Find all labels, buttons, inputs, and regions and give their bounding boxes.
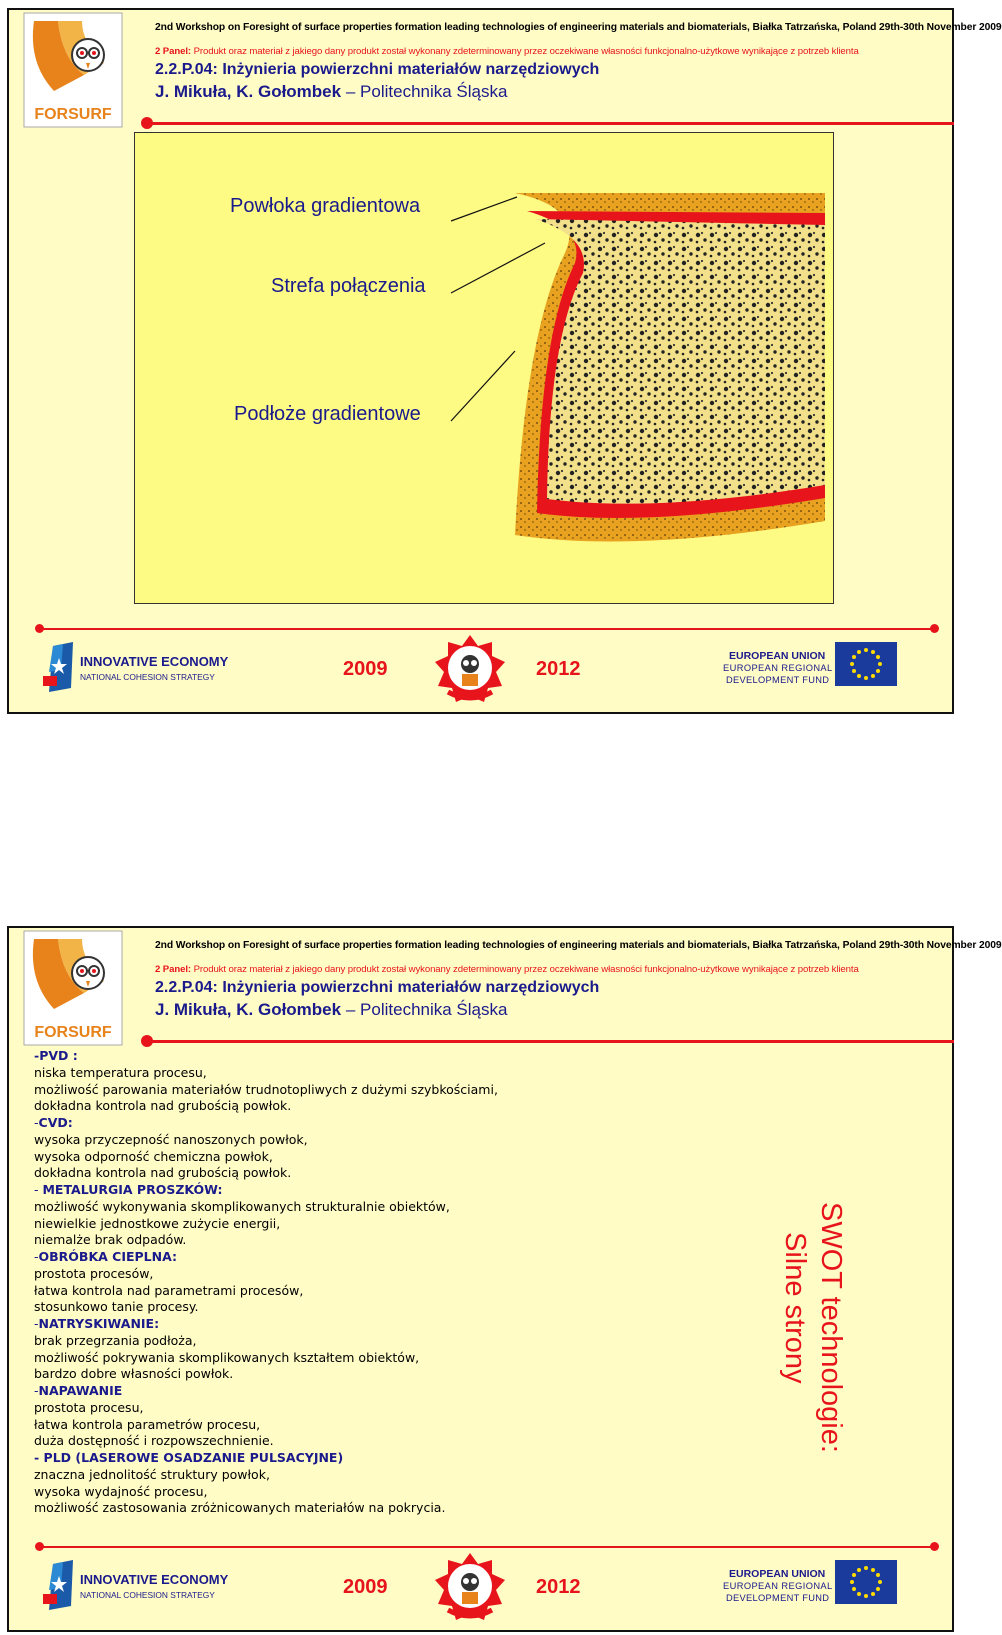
innovative-economy-subtitle: NATIONAL COHESION STRATEGY <box>80 672 215 682</box>
authors: J. Mikuła, K. Gołombek <box>155 1000 342 1019</box>
strength-item: możliwość wykonywania skomplikowanych strukturalnie obiektów, <box>34 1198 450 1214</box>
heading-dash: - <box>34 1182 43 1197</box>
panel-label: 2 Panel: <box>155 46 191 57</box>
year-end: 2012 <box>536 1576 581 1598</box>
authors: J. Mikuła, K. Gołombek <box>155 82 342 101</box>
workshop-title: 2nd Workshop on Foresight of surface properties formation leading technologies of engineering materials and biomaterials, Białka Tatrzańska, Poland 29th-30th November 2009 <box>155 22 1002 33</box>
strength-item: możliwość pokrywania skomplikowanych kształtem obiektów, <box>34 1349 420 1365</box>
eu-title: EUROPEAN UNION <box>729 1568 826 1580</box>
footer-dot-left <box>35 624 44 633</box>
session-code: 2.2.P.04: Inżynieria powierzchni materiałów narzędziowych <box>155 61 600 78</box>
strength-item: brak przegrzania podłoża, <box>34 1332 197 1348</box>
technology-heading <box>34 1316 734 1333</box>
innovative-economy-logo <box>43 642 79 692</box>
session-code: 2.2.P.04: Inżynieria powierzchni materiałów narzędziowych <box>155 979 600 996</box>
header-divider <box>9 122 954 125</box>
label-coating: Powłoka gradientowa <box>230 195 421 217</box>
workshop-title: 2nd Workshop on Foresight of surface properties formation leading technologies of engineering materials and biomaterials, Białka Tatrzańska, Poland 29th-30th November 2009 <box>155 940 1002 951</box>
strength-item: możliwość parowania materiałów trudnotopliwych z dużymi szybkościami, <box>34 1081 498 1097</box>
strength-item: niemalże brak odpadów. <box>34 1232 187 1248</box>
eu-fund-line1: EUROPEAN REGIONAL <box>723 1581 833 1591</box>
strength-item: prostota procesu, <box>34 1399 144 1415</box>
strength-item: prostota procesów, <box>34 1265 154 1281</box>
footer-divider <box>39 628 934 630</box>
heading-text: NAPAWANIE <box>38 1383 123 1398</box>
forsurf-logo <box>24 13 122 127</box>
eu-fund-line1: EUROPEAN REGIONAL <box>723 663 833 673</box>
strength-item: łatwa kontrola nad parametrami procesów, <box>34 1282 304 1298</box>
eu-fund-line2: DEVELOPMENT FUND <box>726 1593 830 1603</box>
heading-text: CVD: <box>38 1115 73 1130</box>
technology-heading <box>34 1115 734 1132</box>
technology-heading <box>34 1383 734 1400</box>
technology-heading <box>34 1450 734 1467</box>
year-start: 2009 <box>343 1576 388 1598</box>
logo-text: FORSURF <box>34 106 112 123</box>
heading-text: METALURGIA PROSZKÓW: <box>42 1182 223 1197</box>
project-emblem-icon <box>434 1552 506 1624</box>
strength-item: możliwość zastosowania zróżnicowanych materiałów na pokrycia. <box>34 1500 446 1516</box>
innovative-economy-subtitle: NATIONAL COHESION STRATEGY <box>80 1590 215 1600</box>
year-end: 2012 <box>536 658 581 680</box>
innovative-economy-title: INNOVATIVE ECONOMY <box>80 654 229 669</box>
strength-item: łatwa kontrola parametrów procesu, <box>34 1416 261 1432</box>
eu-title: EUROPEAN UNION <box>729 650 826 662</box>
strength-item: wysoka przyczepność nanoszonych powłok, <box>34 1131 308 1147</box>
heading-text: NATRYSKIWANIE: <box>38 1316 160 1331</box>
panel-line <box>155 964 859 975</box>
panel-text: Produkt oraz materiał z jakiego dany produkt został wykonany zdeterminowany przez oczekiwane własności funkcjonalno-użytkowe wynikające z potrzeb klienta <box>193 964 859 975</box>
authors-line: J. Mikuła, K. Gołombek – Politechnika Śląska <box>155 82 508 101</box>
technology-heading <box>34 1249 734 1266</box>
heading-text: -PVD : <box>34 1048 78 1063</box>
technology-heading <box>34 1182 734 1199</box>
slide-2 <box>7 926 1002 1632</box>
strength-item: znaczna jednolitość struktury powłok, <box>34 1466 270 1482</box>
tool-cross-section <box>135 133 835 605</box>
authors-line: J. Mikuła, K. Gołombek – Politechnika Śląska <box>155 1000 508 1019</box>
strength-item: dokładna kontrola nad grubością powłok. <box>34 1165 292 1181</box>
footer-dot-left <box>35 1542 44 1551</box>
heading-dash: - <box>34 1316 39 1331</box>
strength-item: bardzo dobre własności powłok. <box>34 1366 234 1382</box>
strength-item: duża dostępność i rozpowszechnienie. <box>34 1433 274 1449</box>
logo-text: FORSURF <box>34 1024 112 1041</box>
panel-text: Produkt oraz materiał z jakiego dany produkt został wykonany zdeterminowany przez oczekiwane własności funkcjonalno-użytkowe wynikające z potrzeb klienta <box>193 46 859 57</box>
institution: Politechnika Śląska <box>360 1000 508 1019</box>
innovative-economy-logo <box>43 1560 79 1610</box>
heading-text: OBRÓBKA CIEPLNA: <box>38 1249 178 1264</box>
label-substrate: Podłoże gradientowe <box>234 403 421 425</box>
label-bond-zone: Strefa połączenia <box>271 275 426 297</box>
technology-heading <box>34 1048 734 1065</box>
eu-fund-line2: DEVELOPMENT FUND <box>726 675 830 685</box>
forsurf-logo <box>24 931 122 1045</box>
strength-item: wysoka wydajność procesu, <box>34 1483 208 1499</box>
project-emblem-icon <box>434 634 506 706</box>
strength-item: stosunkowo tanie procesy. <box>34 1299 199 1315</box>
institution: Politechnika Śląska <box>360 82 508 101</box>
heading-text: - PLD (LASEROWE OSADZANIE PULSACYJNE) <box>34 1450 344 1465</box>
swot-title: SWOT technologie: <box>815 1202 847 1453</box>
strength-item: niewielkie jednostkowe zużycie energii, <box>34 1215 281 1231</box>
strength-item: wysoka odporność chemiczna powłok, <box>34 1148 273 1164</box>
heading-dash: - <box>34 1383 39 1398</box>
panel-line <box>155 46 859 57</box>
swot-subtitle: Silne strony <box>779 1232 811 1384</box>
gradient-coating-diagram <box>134 132 834 604</box>
slide-footer <box>9 628 954 712</box>
footer-divider <box>39 1546 934 1548</box>
eu-flag-icon <box>835 642 897 686</box>
header-divider <box>9 1040 954 1043</box>
heading-dash: - <box>34 1115 39 1130</box>
footer-dot-right <box>930 1542 939 1551</box>
innovative-economy-title: INNOVATIVE ECONOMY <box>80 1572 229 1587</box>
footer-dot-right <box>930 624 939 633</box>
heading-dash: - <box>34 1249 39 1264</box>
strengths-list <box>34 1048 734 1517</box>
year-start: 2009 <box>343 658 388 680</box>
eu-flag-icon <box>835 1560 897 1604</box>
slide-1 <box>7 8 1002 714</box>
strength-item: dokładna kontrola nad grubością powłok. <box>34 1098 292 1114</box>
swot-heading <box>779 1198 854 1498</box>
slide-footer <box>9 1546 954 1630</box>
strength-item: niska temperatura procesu, <box>34 1064 207 1080</box>
panel-label: 2 Panel: <box>155 964 191 975</box>
